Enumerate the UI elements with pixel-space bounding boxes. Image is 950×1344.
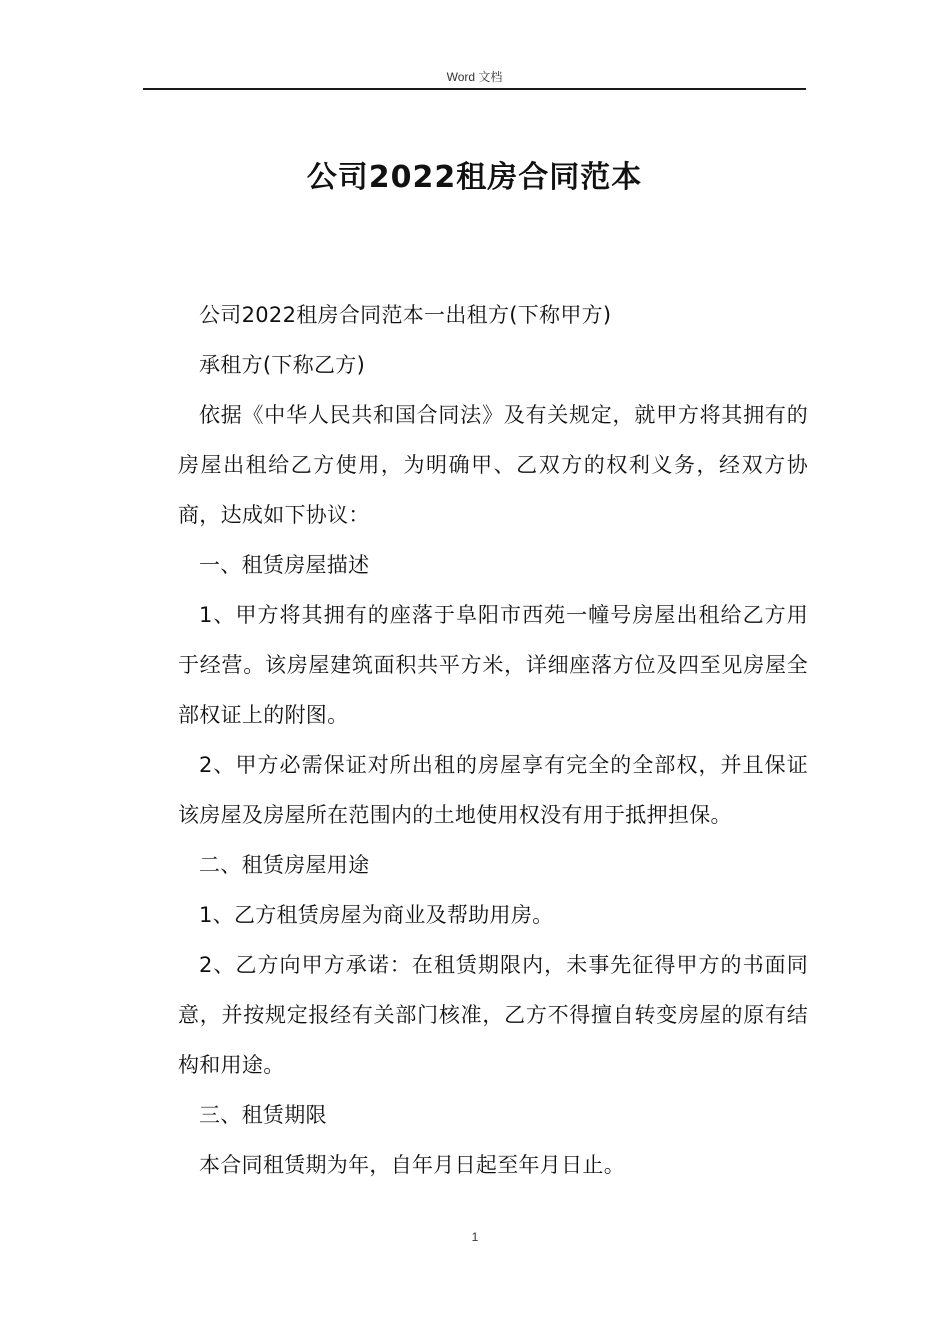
paragraph: 2、乙方向甲方承诺：在租赁期限内，未事先征得甲方的书面同意，并按规定报经有关部门核准，乙方不得擅自转变房屋的原有结构和用途。 <box>178 953 808 1077</box>
paragraph: 1、乙方租赁房屋为商业及帮助用房。 <box>199 903 554 927</box>
page-header <box>143 64 806 90</box>
paragraph: 承租方(下称乙方) <box>199 353 366 377</box>
page-number: 1 <box>471 1230 479 1244</box>
paragraph: 1、甲方将其拥有的座落于阜阳市西苑一幢号房屋出租给乙方用于经营。该房屋建筑面积共平方米，详细座落方位及四至见房屋全部权证上的附图。 <box>178 603 808 727</box>
paragraph: 本合同租赁期为年，自年月日起至年月日止。 <box>199 1153 625 1177</box>
section-heading: 三、租赁期限 <box>199 1103 327 1127</box>
document-body <box>178 290 808 1190</box>
document-title: 公司2022租房合同范本 <box>306 160 643 195</box>
paragraph: 依据《中华人民共和国合同法》及有关规定，就甲方将其拥有的房屋出租给乙方使用，为明确甲、乙双方的权利义务，经双方协商，达成如下协议： <box>178 403 808 527</box>
section-heading: 二、租赁房屋用途 <box>199 853 370 877</box>
section-heading: 一、租赁房屋描述 <box>199 553 370 577</box>
header-text: Word 文档 <box>446 70 503 84</box>
paragraph: 2、甲方必需保证对所出租的房屋享有完全的全部权，并且保证该房屋及房屋所在范围内的土地使用权没有用于抵押担保。 <box>178 753 808 827</box>
paragraph: 公司2022租房合同范本一出租方(下称甲方) <box>199 303 612 327</box>
